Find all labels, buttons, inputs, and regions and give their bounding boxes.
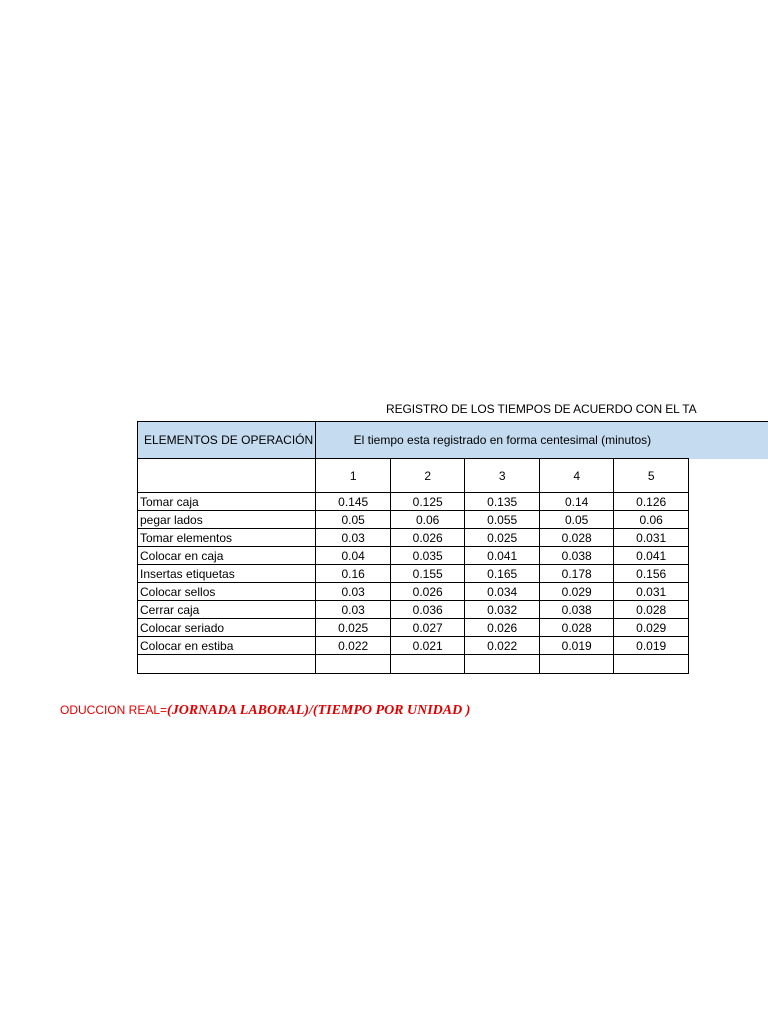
column-number: 1 [316,459,391,493]
time-value: 0.028 [540,529,614,547]
column-number: 3 [465,459,540,493]
operation-name: Colocar en caja [138,547,316,565]
operation-name: Colocar en estiba [138,637,316,655]
header-operations: ELEMENTOS DE OPERACIÓN [138,422,316,459]
empty-row [138,655,689,674]
time-value: 0.156 [614,565,689,583]
operation-name: Tomar elementos [138,529,316,547]
header-fill-extension [684,421,768,459]
time-value: 0.034 [465,583,540,601]
formula-term-tiempo: TIEMPO POR UNIDAD [317,703,463,718]
time-value: 0.145 [316,493,391,511]
column-number: 2 [391,459,465,493]
empty-cell [540,655,614,674]
time-value: 0.019 [540,637,614,655]
time-value: 0.029 [540,583,614,601]
time-value: 0.135 [465,493,540,511]
time-value: 0.027 [391,619,465,637]
times-table [137,421,689,674]
time-value: 0.019 [614,637,689,655]
time-value: 0.126 [614,493,689,511]
time-value: 0.055 [465,511,540,529]
table-row [138,511,689,529]
time-value: 0.06 [614,511,689,529]
formula-open: ( [167,703,172,718]
table-row [138,637,689,655]
time-value: 0.029 [614,619,689,637]
empty-cell [316,655,391,674]
table-row [138,529,689,547]
time-value: 0.03 [316,601,391,619]
header-time-note: El tiempo esta registrado en forma centesimal (minutos) [316,422,689,459]
time-value: 0.021 [391,637,465,655]
time-value: 0.03 [316,529,391,547]
time-value: 0.125 [391,493,465,511]
time-value: 0.16 [316,565,391,583]
time-value: 0.026 [391,529,465,547]
time-value: 0.165 [465,565,540,583]
time-value: 0.036 [391,601,465,619]
table-row [138,601,689,619]
column-number: 4 [540,459,614,493]
formula-term-jornada: JORNADA LABORAL [171,703,305,718]
empty-cell [391,655,465,674]
time-value: 0.178 [540,565,614,583]
time-value: 0.032 [465,601,540,619]
time-value: 0.038 [540,547,614,565]
time-value: 0.025 [316,619,391,637]
time-value: 0.022 [316,637,391,655]
time-value: 0.031 [614,529,689,547]
time-value: 0.05 [540,511,614,529]
formula-text [60,703,470,719]
table-row [138,583,689,601]
table-row [138,493,689,511]
time-value: 0.025 [465,529,540,547]
empty-cell [138,655,316,674]
formula-separator: )/( [304,703,318,718]
operation-name: Tomar caja [138,493,316,511]
time-value: 0.06 [391,511,465,529]
time-value: 0.026 [465,619,540,637]
time-value: 0.035 [391,547,465,565]
time-value: 0.022 [465,637,540,655]
time-value: 0.028 [540,619,614,637]
column-number-blank [138,459,316,493]
formula-close: ) [462,703,471,718]
formula-prefix: ODUCCION REAL= [60,703,168,717]
time-value: 0.041 [465,547,540,565]
operation-name: Insertas etiquetas [138,565,316,583]
time-value: 0.026 [391,583,465,601]
time-value: 0.03 [316,583,391,601]
table-row [138,619,689,637]
empty-cell [614,655,689,674]
empty-cell [465,655,540,674]
operation-name: Cerrar caja [138,601,316,619]
time-value: 0.04 [316,547,391,565]
time-value: 0.028 [614,601,689,619]
column-number-row [138,459,689,493]
time-value: 0.041 [614,547,689,565]
time-value: 0.14 [540,493,614,511]
time-value: 0.05 [316,511,391,529]
table-header-row [138,422,689,459]
time-value: 0.038 [540,601,614,619]
column-number: 5 [614,459,689,493]
table-title: REGISTRO DE LOS TIEMPOS DE ACUERDO CON EL TA [386,402,697,416]
operation-name: Colocar sellos [138,583,316,601]
time-value: 0.155 [391,565,465,583]
table-row [138,565,689,583]
time-value: 0.031 [614,583,689,601]
table-row [138,547,689,565]
operation-name: pegar lados [138,511,316,529]
operation-name: Colocar seriado [138,619,316,637]
